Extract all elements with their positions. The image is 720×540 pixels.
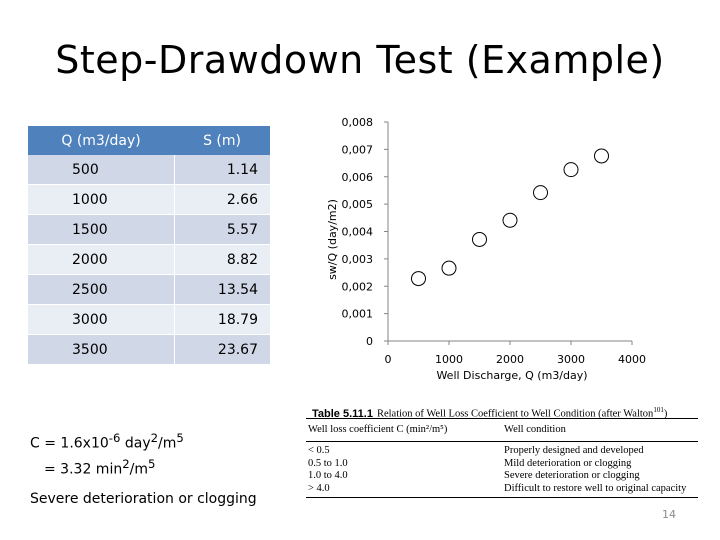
q-cell: 3500 (28, 335, 174, 365)
table-row (302, 445, 698, 458)
condition-cell: Mild deterioration or clogging (504, 457, 632, 469)
data-point (564, 163, 578, 177)
data-point (503, 213, 517, 227)
s-cell: 23.67 (174, 335, 270, 365)
walton-table-body (302, 442, 698, 495)
y-tick-label: 0,003 (341, 252, 373, 266)
data-point (412, 272, 426, 286)
y-tick-label: 0,007 (341, 143, 373, 157)
caption-label: Table 5.11.1 (312, 407, 373, 420)
walton-header-condition: Well condition (504, 424, 566, 435)
q-cell: 2500 (28, 275, 174, 305)
column-header-q: Q (m3/day) (28, 126, 174, 155)
q-cell: 1000 (28, 185, 174, 215)
y-tick-label: 0,002 (341, 280, 373, 294)
q-cell: 500 (28, 155, 174, 185)
y-axis-label: sw/Q (day/m2) (326, 199, 339, 280)
formula-exponent: 5 (147, 456, 156, 471)
caption-reference: 101 (653, 406, 664, 414)
s-cell: 5.57 (174, 215, 270, 245)
formula-exponent: 2 (122, 456, 130, 471)
y-tick-label: 0,006 (341, 170, 373, 184)
data-point (473, 232, 487, 246)
q-cell: 3000 (28, 305, 174, 335)
x-tick-label: 3000 (557, 353, 585, 366)
q-cell: 1500 (28, 215, 174, 245)
formula-exponent: 5 (176, 431, 184, 445)
y-tick-label: 0,004 (341, 225, 373, 239)
walton-table (302, 402, 698, 498)
condition-cell: Properly designed and developed (504, 445, 644, 456)
s-cell: 18.79 (174, 305, 270, 335)
walton-header-coefficient: Well loss coefficient C (min²/m⁵) (308, 424, 448, 435)
coefficient-cell: < 0.5 (308, 445, 330, 456)
data-point (595, 149, 609, 163)
x-tick-label: 4000 (618, 353, 646, 366)
y-tick-label: 0,008 (341, 116, 373, 129)
q-cell: 2000 (28, 245, 174, 275)
page-number: 14 (662, 508, 676, 521)
caption-text: ) (663, 408, 668, 420)
divider (306, 497, 698, 498)
coefficient-cell: 0.5 to 1.0 (308, 457, 348, 469)
x-tick-label: 1000 (435, 353, 463, 366)
y-tick-label: 0 (366, 335, 373, 348)
formula-text: C = 1.6x10 (30, 435, 109, 452)
formula-exponent: -6 (108, 431, 121, 445)
coefficient-cell: > 4.0 (308, 482, 330, 494)
condition-cell: Difficult to restore well to original capacity (504, 482, 687, 494)
x-axis-label: Well Discharge, Q (m3/day) (436, 369, 588, 382)
coefficient-cell: 1.0 to 4.0 (308, 470, 348, 481)
formula-text: = 3.32 min (44, 461, 123, 478)
condition-note: Severe deterioration or clogging (30, 491, 257, 507)
table-row (302, 470, 698, 483)
x-tick-label: 2000 (496, 353, 524, 366)
table-row (302, 483, 698, 496)
x-tick-label: 0 (384, 353, 392, 366)
table-row (302, 458, 698, 471)
formula-text: day (120, 435, 151, 452)
column-header-s: S (m) (174, 126, 270, 155)
caption-text: Relation of Well Loss Coefficient to Well Condition (after Walton (376, 408, 654, 420)
slide-title: Step-Drawdown Test (Example) (55, 38, 665, 82)
s-cell: 8.82 (174, 245, 270, 275)
data-point (534, 186, 548, 200)
s-cell: 2.66 (174, 185, 270, 215)
walton-table-caption (302, 402, 698, 418)
formula-exponent: 2 (150, 431, 159, 445)
data-point (442, 261, 456, 275)
formula-text: /m (129, 461, 148, 478)
formula-text: /m (158, 435, 177, 452)
y-tick-label: 0,005 (341, 198, 373, 212)
walton-table-header (302, 419, 698, 441)
s-cell: 1.14 (174, 155, 270, 185)
y-tick-label: 0,001 (341, 307, 373, 321)
condition-cell: Severe deterioration or clogging (504, 470, 640, 481)
s-cell: 13.54 (174, 275, 270, 305)
